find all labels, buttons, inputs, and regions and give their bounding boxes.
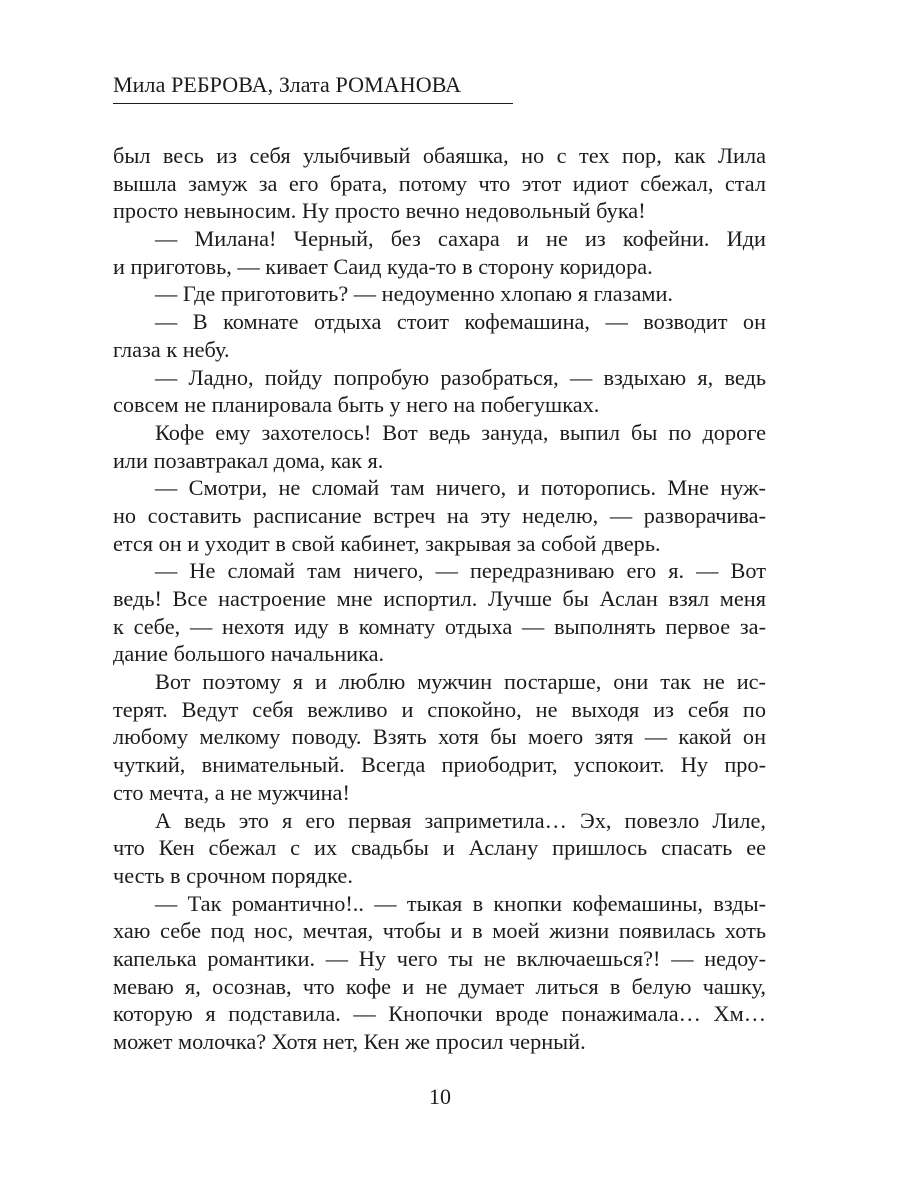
text-line: Вот поэтому я и люблю мужчин постарше, они так не ис-: [155, 669, 766, 695]
text-line: терят. Ведут себя вежливо и спокойно, не выходя из себя по: [113, 696, 766, 722]
text-line: дание большого начальника.: [113, 641, 385, 667]
text-line: но составить расписание встреч на эту неделю, — разворачива-: [113, 502, 766, 528]
text-line: Кофе ему захотелось! Вот ведь зануда, выпил бы по дороге: [155, 419, 766, 445]
text-line: меваю я, осознав, что кофе и не думает литься в белую чашку,: [113, 973, 766, 999]
text-line: которую я подставила. — Кнопочки вроде понажимала… Хм…: [113, 1001, 766, 1027]
text-line: был весь из себя улыбчивый обаяшка, но с тех пор, как Лила: [113, 143, 766, 168]
text-line: ется он и уходит в свой кабинет, закрывая за собой дверь.: [113, 530, 661, 556]
text-line: ведь! Все настроение мне испортил. Лучше бы Аслан взял меня: [113, 586, 766, 611]
text-line: — В комнате отдыха стоит кофемашина, — возводит он: [155, 309, 766, 335]
text-line: — Где приготовить? — недоуменно хлопаю я глазами.: [155, 281, 673, 307]
running-head: Мила РЕБРОВА, Злата РОМАНОВА: [113, 72, 462, 97]
header-rule: [113, 103, 513, 104]
text-line: сто мечта, а не мужчина!: [113, 779, 350, 805]
text-line: что Кен сбежал с их свадьбы и Аслану пришлось спасать ее: [113, 835, 766, 861]
text-line: вышла замуж за его брата, потому что этот идиот сбежал, стал: [113, 170, 766, 196]
text-line: или позавтракал дома, как я.: [113, 447, 384, 473]
text-line: совсем не планировала быть у него на побегушках.: [113, 392, 600, 418]
text-line: к себе, — нехотя иду в комнату отдыха — выполнять первое за-: [113, 613, 766, 639]
text-line: просто невыносим. Ну просто вечно недовольный бука!: [113, 198, 646, 224]
text-line: — Так романтично!.. — тыкая в кнопки кофемашины, взды-: [155, 890, 766, 916]
body-text: [113, 142, 766, 1056]
text-line: А ведь это я его первая заприметила… Эх, повезло Лиле,: [155, 807, 766, 833]
text-line: любому мелкому поводу. Взять хотя бы моего зятя — какой он: [113, 724, 766, 750]
text-line: — Ладно, пойду попробую разобраться, — вздыхаю я, ведь: [155, 364, 766, 390]
text-line: хаю себе под нос, мечтая, чтобы и в моей жизни появилась хоть: [113, 918, 766, 944]
text-line: и приготовь, — кивает Саид куда-то в сторону коридора.: [113, 253, 653, 279]
text-line: — Не сломай там ничего, — передразниваю его я. — Вот: [155, 558, 766, 584]
text-line: — Смотри, не сломай там ничего, и поторопись. Мне нуж-: [155, 475, 766, 501]
text-line: — Милана! Черный, без сахара и не из кофейни. Иди: [155, 226, 766, 252]
text-line: чуткий, внимательный. Всегда приободрит, успокоит. Ну про-: [113, 752, 766, 778]
text-line: может молочка? Хотя нет, Кен же просил черный.: [113, 1029, 586, 1054]
text-line: глаза к небу.: [113, 336, 230, 362]
text-line: честь в срочном порядке.: [113, 862, 353, 888]
text-line: капелька романтики. — Ну чего ты не включаешься?! — недоу-: [113, 945, 766, 971]
page-number: 10: [429, 1084, 451, 1109]
